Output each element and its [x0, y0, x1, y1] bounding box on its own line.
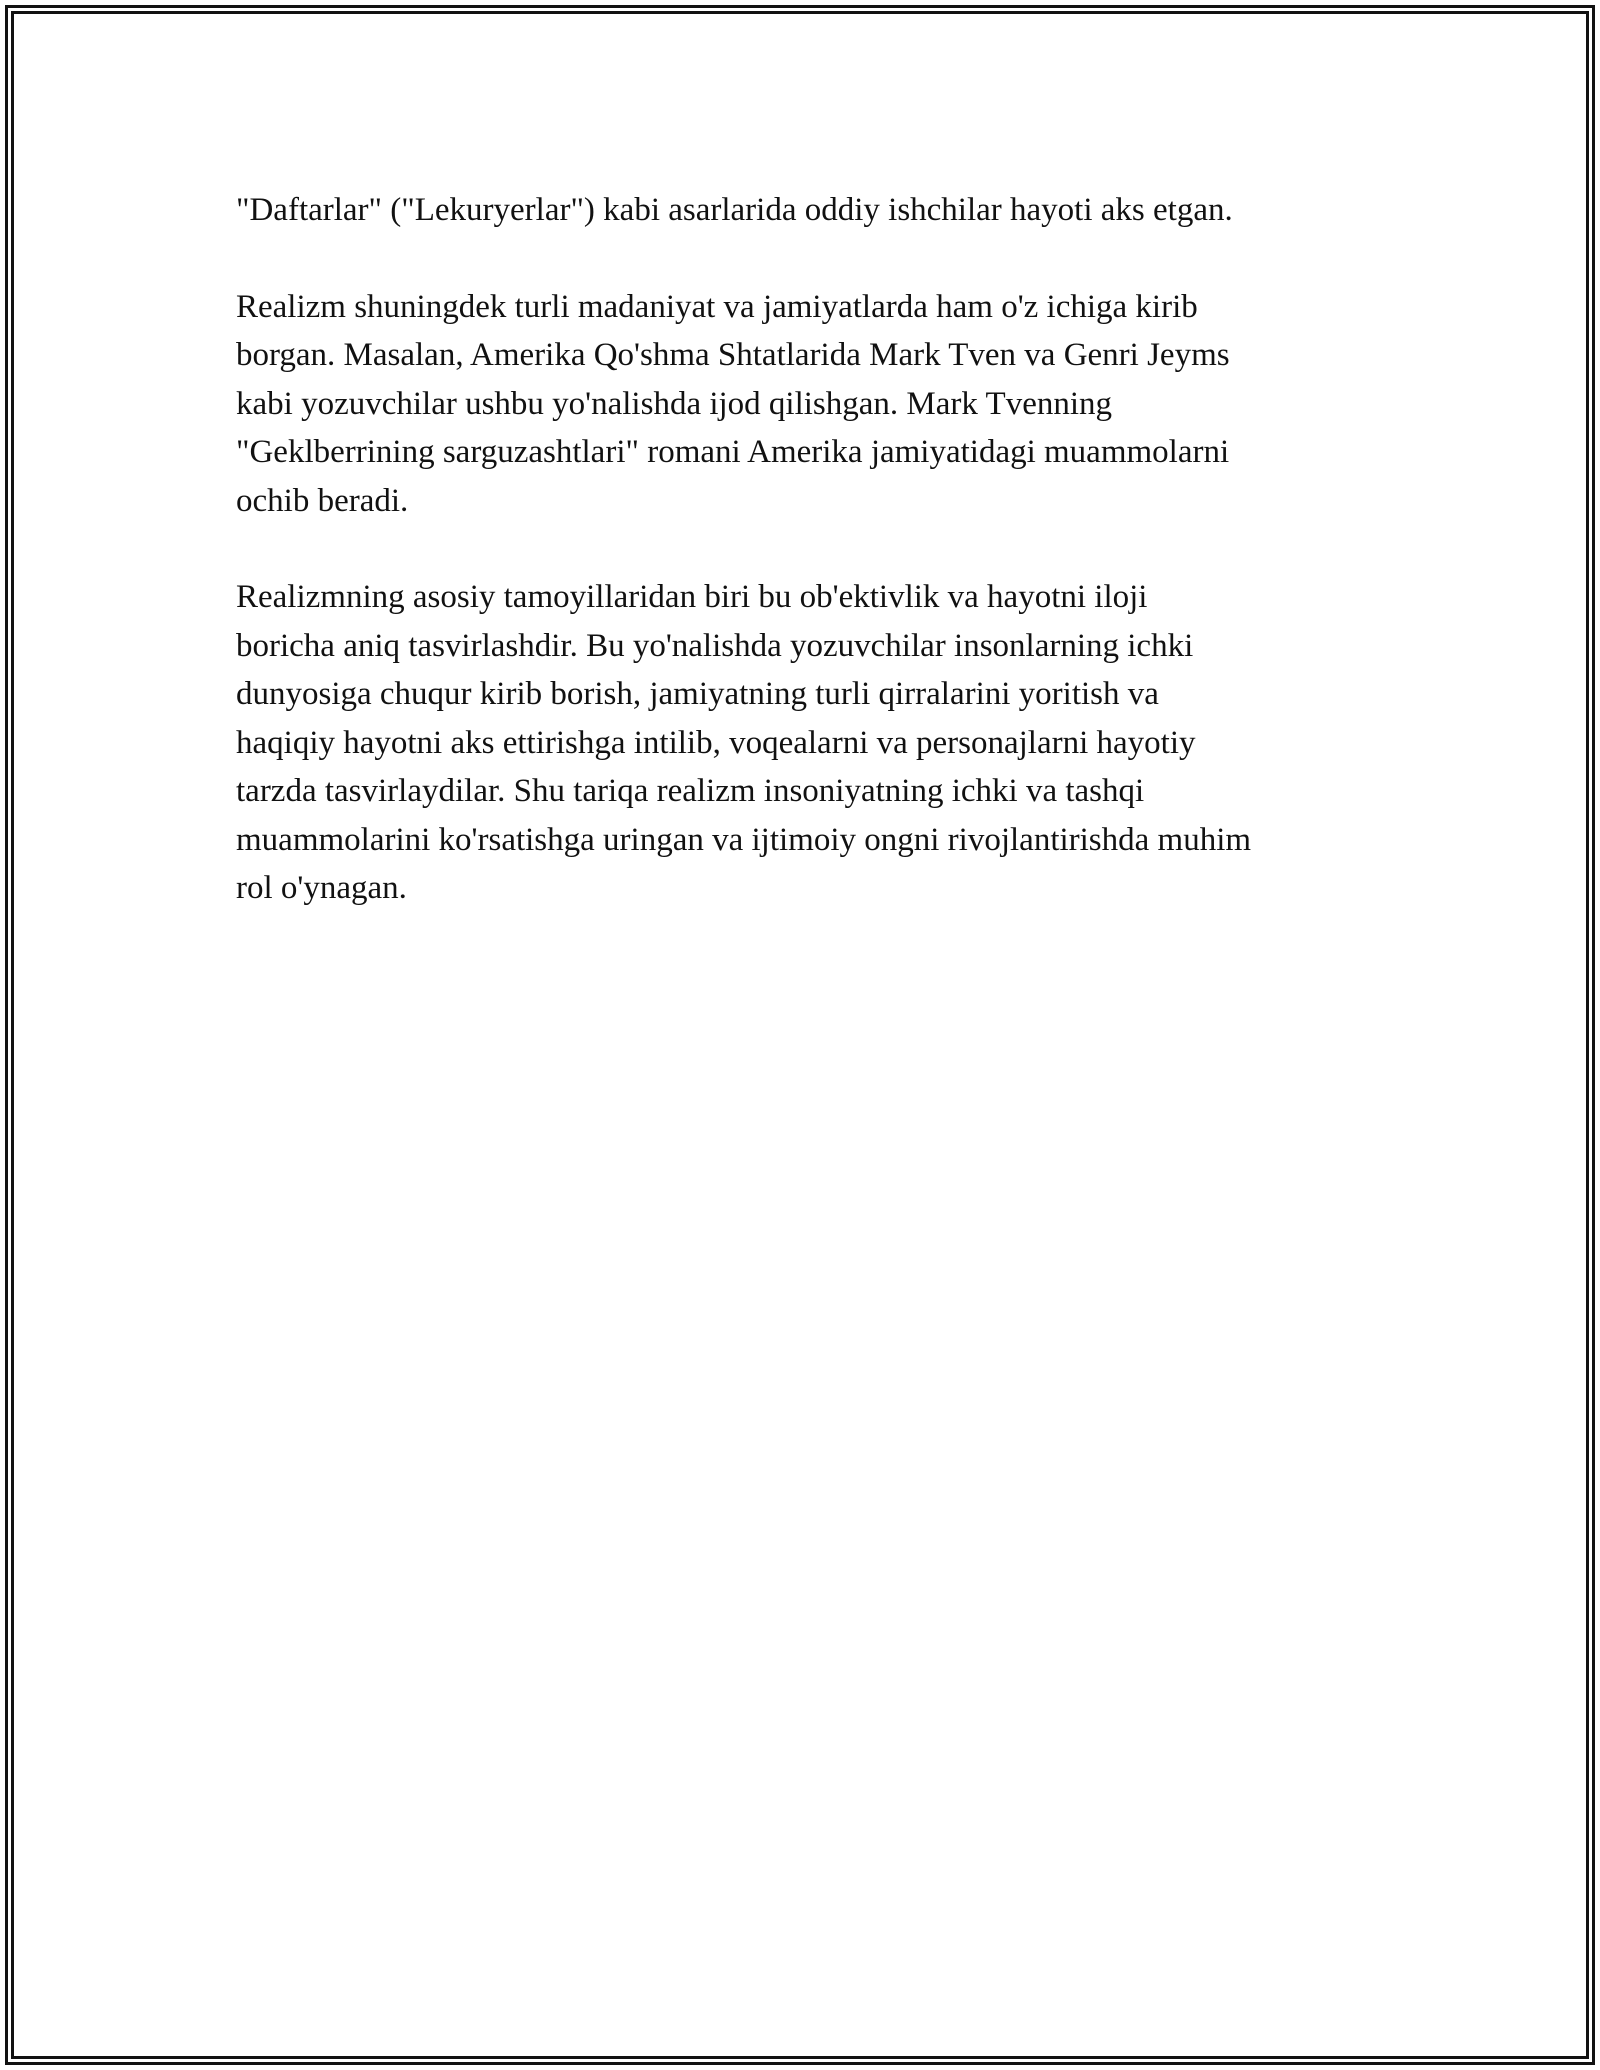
paragraph-1: "Daftarlar" ("Lekuryerlar") kabi asarlarida oddiy ishchilar hayoti aks etgan. [236, 192, 1233, 228]
paragraph-3: Realizmning asosiy tamoyillaridan biri bu ob'ektivlik va hayotni iloji boricha aniq tasvirlashdir. Bu yo'nalishda yozuvchilar insonlarning ichki dunyosiga chuqur kirib borish, jamiyatning turli qirralarini yoritish va haqiqiy hayotni aks ettirishga intilib, voqealarni va personajlarni hayotiy tarzda tasvirlaydilar. Shu tariqa realizm insoniyatning ichki va tashqi muammolarini ko'rsatishga uringan va ijtimoiy ongni rivojlantirishda muhim rol o'ynagan. [236, 579, 1252, 906]
document-body [236, 186, 1386, 961]
paragraph-2: Realizm shuningdek turli madaniyat va jamiyatlarda ham o'z ichiga kirib borgan. Masalan, Amerika Qo'shma Shtatlarida Mark Tven va Genri Jeyms kabi yozuvchilar ushbu yo'nalishda ijod qilishgan. Mark Tvenning "Geklberrining sarguzashtlari" romani Amerika jamiyatidagi muammolarni ochib beradi. [236, 288, 1230, 519]
